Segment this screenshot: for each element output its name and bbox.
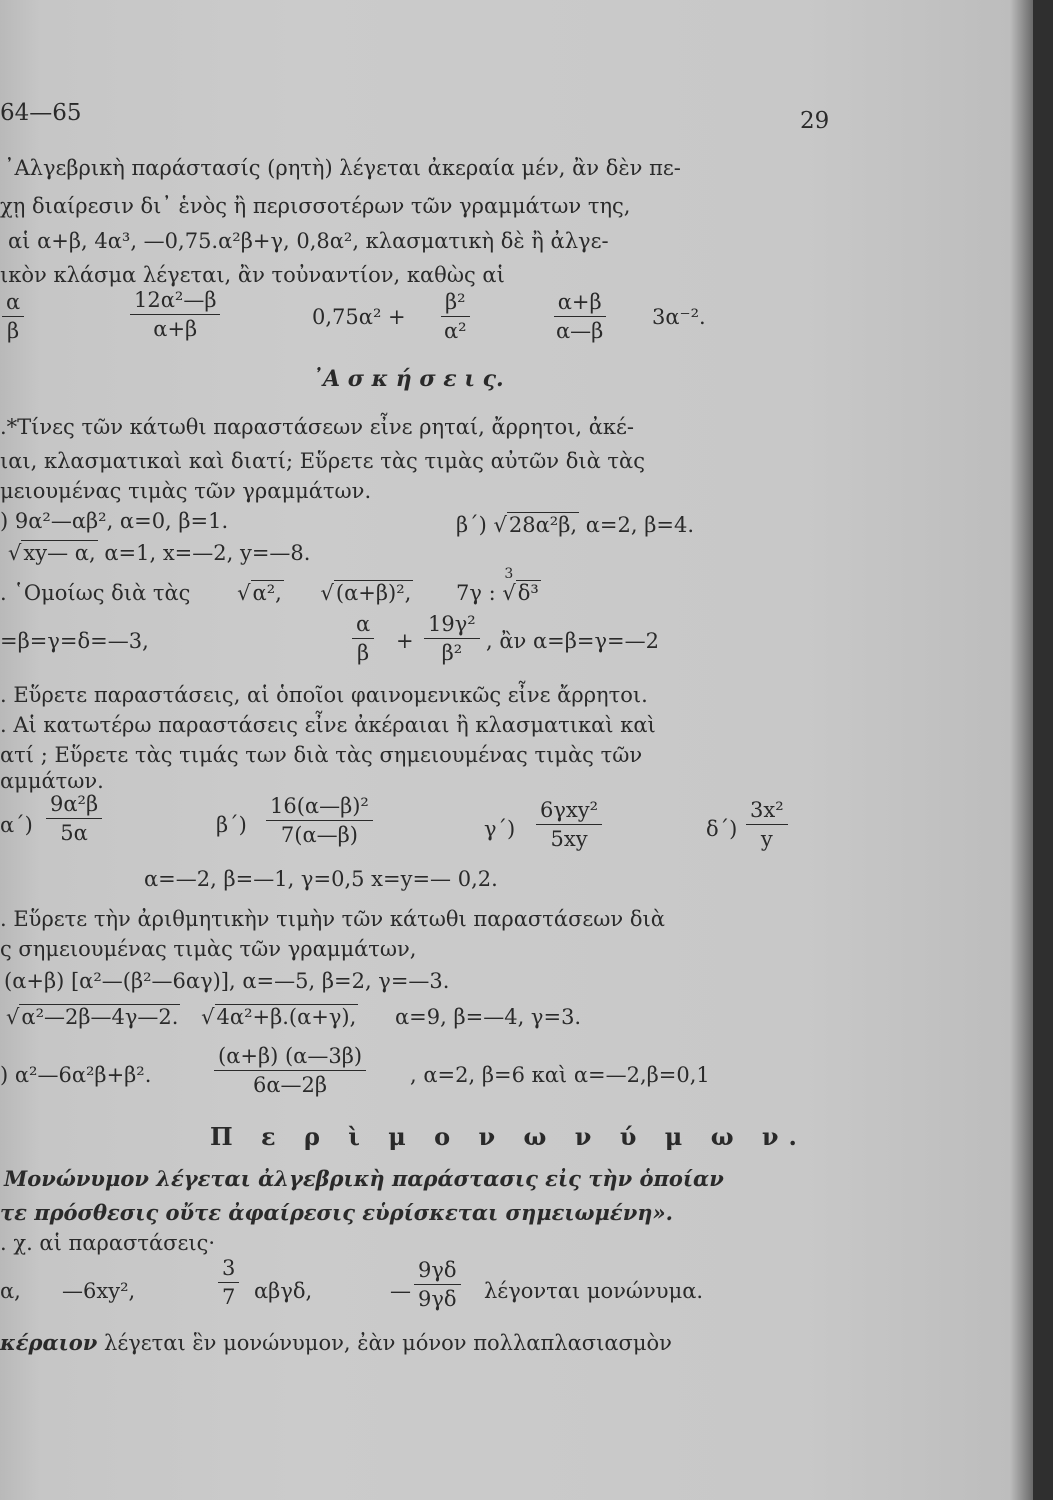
ex4-label-d: δ΄) [706, 817, 738, 841]
example-fraction-3: $\frac{\text{β²}}{\text{α²}}$ [440, 290, 471, 343]
ex4-values: α=—2, β=—1, γ=0,5 x=y=— 0,2. [144, 867, 498, 891]
mono-term-1: α, [0, 1279, 21, 1303]
example-term-3: 0,75α² + [312, 305, 406, 329]
ex1-item-b: β΄) √28α²β, α=2, β=4. [456, 513, 694, 537]
ex4-line-1: . Αἱ κατωτέρω παραστάσεις εἶνε ἀκέραιαι ἢ κλασματικαὶ καὶ [0, 713, 656, 737]
ex2-tail: , ἂν α=β=γ=—2 [486, 629, 659, 653]
example-fraction-4: $\frac{\alpha+\beta}{\alpha—\beta}$ [552, 290, 607, 343]
ex2-fraction-1: $\frac{\alpha}{\beta}$ [352, 612, 374, 665]
mono-fraction-2: $\frac{9\gamma\delta}{9\gamma\delta}$ [414, 1258, 461, 1311]
ex4-fraction-c: 6γxy² 5xy [536, 798, 602, 851]
ex4-label-c: γ΄) [484, 817, 516, 841]
definition-line-2: τε πρόσθεσις οὔτε ἀφαίρεσις εὑρίσκεται σημειωμένη». [0, 1200, 673, 1225]
ex5-item-c-start: ) α²—6α²β+β². [0, 1063, 152, 1087]
example-term-5: 3α⁻². [652, 305, 706, 329]
ex1-item-c: √xy— α, α=1, x=—2, y=—8. [8, 541, 311, 565]
ex5-line-2: ς σημειουμένας τιμὰς τῶν γραμμάτων, [0, 937, 417, 961]
intro-line-3: αἱ α+β, 4α³, —0,75.α²β+γ, 0,8α², κλασματικὴ δὲ ἢ ἀλγε- [8, 229, 609, 253]
mono-term-5: λέγονται μονώνυμα. [484, 1279, 704, 1303]
intro-line-1: ᾿Αλγεβρικὴ παράστασίς (ρητὴ) λέγεται ἀκεραία μέν, ἂν δὲν πε- [4, 156, 681, 180]
mono-term-2: —6xy², [62, 1279, 136, 1303]
intro-line-2: χῃ διαίρεσιν δι᾿ ἑνὸς ἢ περισσοτέρων τῶν γραμμάτων της, [0, 194, 631, 218]
definition-line-1: Μονώνυμον λέγεται ἀλγεβρικὴ παράστασις εἰς τὴν ὁποίαν [4, 1166, 724, 1191]
ex5-item-c-rest: , α=2, β=6 καὶ α=—2,β=0,1 [410, 1063, 710, 1087]
ex4-fraction-b: $\frac{\text{16(α—β)²}}{7(\alpha—\beta)}$ [266, 794, 373, 847]
ex1-line-3: μειουμένας τιμὰς τῶν γραμμάτων. [0, 479, 372, 503]
section-title: Π ε ρ ὶ μ ο ν ω ν ύ μ ω ν. [210, 1122, 807, 1151]
exercises-title: ᾿Α σ κ ή σ ε ι ς. [312, 366, 504, 392]
ex4-label-a: α΄) [0, 813, 33, 837]
ex1-item-a: ) 9α²—αβ², α=0, β=1. [0, 509, 229, 533]
page-edge-shadow [1033, 0, 1053, 1500]
ex2-values: =β=γ=δ=—3, [0, 629, 149, 653]
ex2-plus: + [396, 629, 414, 653]
ex4-fraction-d: $\frac{\text{3x²}}{y}$ [746, 798, 788, 851]
ex4-line-2: ατί ; Εὕρετε τὰς τιμάς των διὰ τὰς σημειουμένας τιμὰς τῶν [0, 743, 643, 767]
mono-term-4: — [390, 1279, 411, 1303]
ex5-item-b: √α²—2β—4γ—2. √4α²+β.(α+γ), α=9, β=—4, γ=3. [6, 1005, 582, 1029]
ex4-label-b: β΄) [216, 813, 247, 837]
ex5-item-a: (α+β) [α²—(β²—6αγ)], α=—5, β=2, γ=—3. [4, 969, 450, 993]
ex2-line-1: . ῾Ομοίως διὰ τὰς √α², √(α+β)², 7γ : √δ³ 3 [0, 566, 539, 605]
definition-line-3: . χ. αἱ παραστάσεις· [0, 1231, 216, 1255]
mono-fraction-1: $\frac{3}{7}$ [218, 1256, 239, 1309]
ex1-line-2: ιαι, κλασματικαὶ καὶ διατί; Εὕρετε τὰς τιμὰς αὐτῶν διὰ τὰς [0, 449, 645, 473]
ex2-fraction-2: $\frac{\text{19γ²}}{\text{β²}}$ [424, 612, 480, 665]
ex4-line-3: αμμάτων. [0, 769, 104, 793]
ex4-fraction-a: $\frac{\text{9α²β}}{5\alpha}$ [46, 792, 102, 845]
intro-line-4: ικὸν κλάσμα λέγεται, ἂν τοὐναντίον, καθὼς αἱ [0, 263, 505, 287]
ex1-line-1: .*Τίνες τῶν κάτωθι παραστάσεων εἶνε ρηταί, ἄρρητοι, ἀκέ- [0, 415, 635, 439]
page-number: 29 [800, 108, 830, 134]
mono-term-3: αβγδ, [254, 1279, 313, 1303]
ex5-line-1: . Εὕρετε τὴν ἀριθμητικὴν τιμὴν τῶν κάτωθι παραστάσεων διὰ [0, 907, 665, 931]
last-line: κέραιον λέγεται ἓν μονώνυμον, ἐὰν μόνον πολλαπλασιασμὸν [0, 1330, 672, 1355]
example-fraction-2: $\frac{\text{12α²—β}}{\alpha+\beta}$ [130, 288, 220, 341]
ex5-fraction-c: $\frac{(\alpha+\beta) (\alpha—3\beta)}{6\alpha—2\beta}$ [214, 1044, 366, 1097]
ex3-line: . Εὕρετε παραστάσεις, αἱ ὁποῖοι φαινομενικῶς εἶνε ἄρρητοι. [0, 683, 648, 707]
page-range: 64—65 [0, 100, 82, 126]
example-fraction-1: $\frac{\alpha}{\beta}$ [2, 290, 24, 343]
